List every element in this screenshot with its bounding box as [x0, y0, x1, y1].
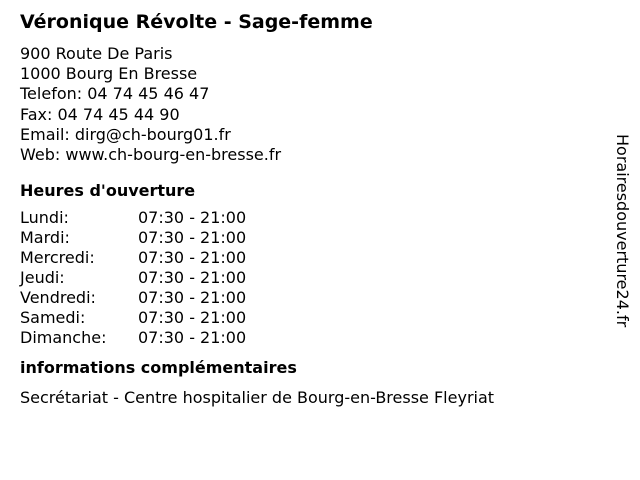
day-label: Samedi:: [20, 308, 86, 328]
day-label: Vendredi:: [20, 288, 96, 308]
time-range: 07:30 - 21:00: [138, 328, 247, 348]
day-label: Dimanche:: [20, 328, 107, 348]
website: Web: www.ch-bourg-en-bresse.fr: [20, 145, 282, 165]
day-label: Mercredi:: [20, 248, 95, 268]
email-address: Email: dirg@ch-bourg01.fr: [20, 124, 231, 144]
business-name: Véronique Révolte - Sage-femme: [20, 11, 373, 33]
phone-number: Telefon: 04 74 45 46 47: [20, 84, 210, 104]
hours-row-saturday: [20, 308, 600, 328]
time-range: 07:30 - 21:00: [138, 228, 247, 248]
time-range: 07:30 - 21:00: [138, 248, 247, 268]
additional-info-heading: informations complémentaires: [20, 358, 297, 378]
time-range: 07:30 - 21:00: [138, 288, 247, 308]
hours-row-wednesday: [20, 248, 600, 268]
business-card: [20, 8, 600, 408]
fax-number: Fax: 04 74 45 44 90: [20, 104, 180, 124]
time-range: 07:30 - 21:00: [138, 208, 247, 228]
site-watermark: Horairesdouverture24.fr: [613, 134, 632, 328]
additional-info-text: Secrétariat - Centre hospitalier de Bourg-en-Bresse Fleyriat: [20, 388, 495, 408]
day-label: Lundi:: [20, 208, 69, 228]
opening-hours-list: [20, 208, 600, 348]
hours-row-monday: [20, 208, 600, 228]
hours-row-friday: [20, 288, 600, 308]
hours-row-thursday: [20, 268, 600, 288]
opening-hours-heading: Heures d'ouverture: [20, 181, 196, 201]
hours-row-tuesday: [20, 228, 600, 248]
day-label: Jeudi:: [20, 268, 65, 288]
hours-row-sunday: [20, 328, 600, 348]
contact-block: [20, 44, 600, 165]
street-address: 900 Route De Paris: [20, 44, 173, 63]
time-range: 07:30 - 21:00: [138, 308, 247, 328]
time-range: 07:30 - 21:00: [138, 268, 247, 288]
day-label: Mardi:: [20, 228, 70, 248]
city-address: 1000 Bourg En Bresse: [20, 64, 198, 84]
